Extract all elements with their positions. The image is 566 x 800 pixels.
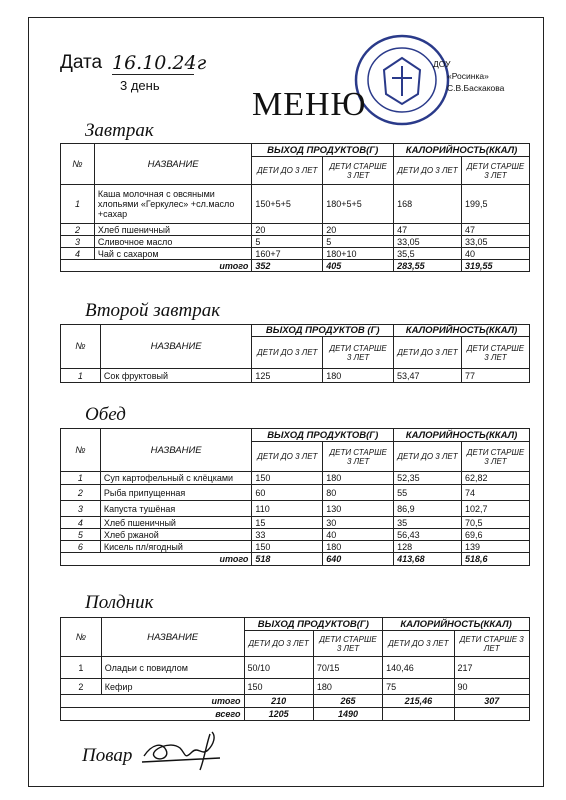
signature bbox=[140, 726, 230, 774]
dish-name: Кефир bbox=[101, 679, 244, 695]
cal-under3: 140,46 bbox=[383, 657, 454, 679]
col-output: ВЫХОД ПРОДУКТОВ(Г) bbox=[252, 429, 394, 442]
cal-over3: 139 bbox=[462, 541, 530, 553]
output-under3: 150 bbox=[252, 472, 323, 485]
total-cal-over3: 319,55 bbox=[462, 260, 530, 272]
grand-cal-under3 bbox=[383, 708, 454, 721]
cal-over3: 217 bbox=[454, 657, 529, 679]
output-under3: 125 bbox=[252, 369, 323, 383]
col-calories: КАЛОРИЙНОСТЬ(ККАЛ) bbox=[394, 429, 530, 442]
col-under3: ДЕТИ ДО 3 ЛЕТ bbox=[383, 631, 454, 657]
col-over3: ДЕТИ СТАРШЕ 3 ЛЕТ bbox=[323, 442, 394, 472]
cal-under3: 86,9 bbox=[394, 501, 462, 517]
cal-under3: 75 bbox=[383, 679, 454, 695]
row-num: 1 bbox=[61, 472, 101, 485]
output-over3: 180 bbox=[323, 369, 394, 383]
col-num: № bbox=[61, 144, 95, 185]
col-output: ВЫХОД ПРОДУКТОВ (Г) bbox=[252, 325, 394, 337]
output-over3: 20 bbox=[323, 224, 394, 236]
col-calories: КАЛОРИЙНОСТЬ(ККАЛ) bbox=[394, 325, 530, 337]
snack-table bbox=[60, 617, 530, 721]
approve-line: «Росинка» bbox=[447, 71, 489, 81]
col-under3: ДЕТИ ДО 3 ЛЕТ bbox=[394, 157, 462, 185]
cal-over3: 102,7 bbox=[462, 501, 530, 517]
col-name: НАЗВАНИЕ bbox=[94, 144, 251, 185]
cal-under3: 55 bbox=[394, 485, 462, 501]
approval-block bbox=[395, 58, 504, 94]
cook-label: Повар bbox=[82, 745, 133, 766]
row-num: 1 bbox=[61, 369, 101, 383]
col-under3: ДЕТИ ДО 3 ЛЕТ bbox=[252, 442, 323, 472]
output-over3: 180+10 bbox=[323, 248, 394, 260]
date-value: 16.10.24г bbox=[112, 52, 207, 74]
cal-over3: 40 bbox=[462, 248, 530, 260]
col-under3: ДЕТИ ДО 3 ЛЕТ bbox=[244, 631, 313, 657]
row-num: 5 bbox=[61, 529, 101, 541]
approve-line: С.В.Баскакова bbox=[447, 83, 505, 93]
total-label: итого bbox=[61, 695, 245, 708]
output-over3: 130 bbox=[323, 501, 394, 517]
grand-output-under3: 1205 bbox=[244, 708, 313, 721]
dish-name: Оладьи с повидлом bbox=[101, 657, 244, 679]
dish-name: Сливочное масло bbox=[94, 236, 251, 248]
output-under3: 50/10 bbox=[244, 657, 313, 679]
col-under3: ДЕТИ ДО 3 ЛЕТ bbox=[252, 337, 323, 369]
table-row bbox=[61, 485, 530, 501]
output-over3: 5 bbox=[323, 236, 394, 248]
dish-name: Каша молочная с овсяными хлопьями «Геркулес» +сл.масло +сахар bbox=[94, 185, 251, 224]
col-over3: ДЕТИ СТАРШЕ 3 ЛЕТ bbox=[323, 157, 394, 185]
cal-under3: 35 bbox=[394, 517, 462, 529]
dish-name: Капуста тушёная bbox=[100, 501, 252, 517]
cal-under3: 52,35 bbox=[394, 472, 462, 485]
cal-under3: 33,05 bbox=[394, 236, 462, 248]
dish-name: Хлеб пшеничный bbox=[94, 224, 251, 236]
output-over3: 30 bbox=[323, 517, 394, 529]
row-num: 3 bbox=[61, 501, 101, 517]
cal-over3: 77 bbox=[461, 369, 529, 383]
day-label: 3 день bbox=[120, 78, 160, 93]
cal-over3: 33,05 bbox=[462, 236, 530, 248]
table-row bbox=[61, 472, 530, 485]
table-row bbox=[61, 517, 530, 529]
breakfast-table bbox=[60, 143, 530, 272]
total-cal-over3: 518,6 bbox=[462, 553, 530, 566]
output-under3: 110 bbox=[252, 501, 323, 517]
output-under3: 20 bbox=[252, 224, 323, 236]
total-output-over3: 640 bbox=[323, 553, 394, 566]
table-row bbox=[61, 529, 530, 541]
second-breakfast-table bbox=[60, 324, 530, 383]
col-num: № bbox=[61, 618, 102, 657]
output-under3: 150 bbox=[244, 679, 313, 695]
row-num: 2 bbox=[61, 485, 101, 501]
col-output: ВЫХОД ПРОДУКТОВ(Г) bbox=[244, 618, 383, 631]
cal-under3: 53,47 bbox=[394, 369, 462, 383]
dish-name: Сок фруктовый bbox=[100, 369, 252, 383]
cal-under3: 168 bbox=[394, 185, 462, 224]
total-label: итого bbox=[61, 553, 252, 566]
cal-over3: 74 bbox=[462, 485, 530, 501]
cal-over3: 47 bbox=[462, 224, 530, 236]
output-under3: 33 bbox=[252, 529, 323, 541]
section-title-second-breakfast: Второй завтрак bbox=[85, 300, 221, 321]
total-cal-under3: 413,68 bbox=[394, 553, 462, 566]
col-over3: ДЕТИ СТАРШЕ 3 ЛЕТ bbox=[313, 631, 382, 657]
col-num: № bbox=[61, 325, 101, 369]
col-over3: ДЕТИ СТАРШЕ 3 ЛЕТ bbox=[323, 337, 394, 369]
cal-over3: 90 bbox=[454, 679, 529, 695]
cal-under3: 47 bbox=[394, 224, 462, 236]
cal-over3: 62,82 bbox=[462, 472, 530, 485]
grand-output-over3: 1490 bbox=[313, 708, 382, 721]
col-under3: ДЕТИ ДО 3 ЛЕТ bbox=[394, 442, 462, 472]
dish-name: Кисель пл/ягодный bbox=[100, 541, 252, 553]
cal-under3: 35,5 bbox=[394, 248, 462, 260]
table-row bbox=[61, 679, 530, 695]
output-under3: 60 bbox=[252, 485, 323, 501]
section-title-snack: Полдник bbox=[85, 592, 154, 613]
col-over3: ДЕТИ СТАРШЕ 3 ЛЕТ bbox=[462, 157, 530, 185]
output-under3: 150+5+5 bbox=[252, 185, 323, 224]
row-num: 3 bbox=[61, 236, 95, 248]
col-over3: ДЕТИ СТАРШЕ 3 ЛЕТ bbox=[461, 337, 529, 369]
table-row bbox=[61, 369, 530, 383]
dish-name: Суп картофельный с клёцками bbox=[100, 472, 252, 485]
cal-over3: 199,5 bbox=[462, 185, 530, 224]
section-title-lunch: Обед bbox=[85, 404, 126, 425]
col-under3: ДЕТИ ДО 3 ЛЕТ bbox=[252, 157, 323, 185]
table-row bbox=[61, 501, 530, 517]
total-output-over3: 265 bbox=[313, 695, 382, 708]
cal-over3: 69,6 bbox=[462, 529, 530, 541]
grand-cal-over3 bbox=[454, 708, 529, 721]
total-output-over3: 405 bbox=[323, 260, 394, 272]
output-under3: 150 bbox=[252, 541, 323, 553]
row-num: 4 bbox=[61, 517, 101, 529]
total-cal-under3: 283,55 bbox=[394, 260, 462, 272]
col-under3: ДЕТИ ДО 3 ЛЕТ bbox=[394, 337, 462, 369]
table-row bbox=[61, 541, 530, 553]
output-under3: 5 bbox=[252, 236, 323, 248]
col-name: НАЗВАНИЕ bbox=[100, 325, 252, 369]
section-title-breakfast: Завтрак bbox=[85, 120, 154, 141]
total-output-under3: 352 bbox=[252, 260, 323, 272]
output-over3: 180+5+5 bbox=[323, 185, 394, 224]
grand-total-label: всего bbox=[61, 708, 245, 721]
col-calories: КАЛОРИЙНОСТЬ(ККАЛ) bbox=[383, 618, 530, 631]
output-over3: 180 bbox=[313, 679, 382, 695]
page-title: МЕНЮ bbox=[252, 86, 367, 123]
lunch-table bbox=[60, 428, 530, 566]
table-row bbox=[61, 236, 530, 248]
dish-name: Чай с сахаром bbox=[94, 248, 251, 260]
row-num: 1 bbox=[61, 657, 102, 679]
output-over3: 180 bbox=[323, 541, 394, 553]
output-over3: 70/15 bbox=[313, 657, 382, 679]
col-calories: КАЛОРИЙНОСТЬ(ККАЛ) bbox=[394, 144, 530, 157]
output-over3: 80 bbox=[323, 485, 394, 501]
approve-line: ДОУ bbox=[433, 59, 451, 69]
row-num: 1 bbox=[61, 185, 95, 224]
dish-name: Рыба припущенная bbox=[100, 485, 252, 501]
col-over3: ДЕТИ СТАРШЕ 3 ЛЕТ bbox=[454, 631, 529, 657]
table-row bbox=[61, 224, 530, 236]
total-output-under3: 210 bbox=[244, 695, 313, 708]
total-row bbox=[61, 553, 530, 566]
row-num: 2 bbox=[61, 679, 102, 695]
table-row bbox=[61, 185, 530, 224]
cal-under3: 56,43 bbox=[394, 529, 462, 541]
output-under3: 15 bbox=[252, 517, 323, 529]
grand-total-row bbox=[61, 708, 530, 721]
row-num: 6 bbox=[61, 541, 101, 553]
dish-name: Хлеб пшеничный bbox=[100, 517, 252, 529]
total-cal-under3: 215,46 bbox=[383, 695, 454, 708]
total-row bbox=[61, 260, 530, 272]
col-name: НАЗВАНИЕ bbox=[101, 618, 244, 657]
total-label: итого bbox=[61, 260, 252, 272]
total-cal-over3: 307 bbox=[454, 695, 529, 708]
cal-over3: 70,5 bbox=[462, 517, 530, 529]
date-label: Дата bbox=[60, 52, 103, 73]
col-name: НАЗВАНИЕ bbox=[100, 429, 252, 472]
col-num: № bbox=[61, 429, 101, 472]
total-row bbox=[61, 695, 530, 708]
row-num: 4 bbox=[61, 248, 95, 260]
table-row bbox=[61, 248, 530, 260]
col-over3: ДЕТИ СТАРШЕ 3 ЛЕТ bbox=[462, 442, 530, 472]
output-under3: 160+7 bbox=[252, 248, 323, 260]
col-output: ВЫХОД ПРОДУКТОВ(Г) bbox=[252, 144, 394, 157]
table-row bbox=[61, 657, 530, 679]
total-output-under3: 518 bbox=[252, 553, 323, 566]
output-over3: 180 bbox=[323, 472, 394, 485]
dish-name: Хлеб ржаной bbox=[100, 529, 252, 541]
cal-under3: 128 bbox=[394, 541, 462, 553]
output-over3: 40 bbox=[323, 529, 394, 541]
row-num: 2 bbox=[61, 224, 95, 236]
